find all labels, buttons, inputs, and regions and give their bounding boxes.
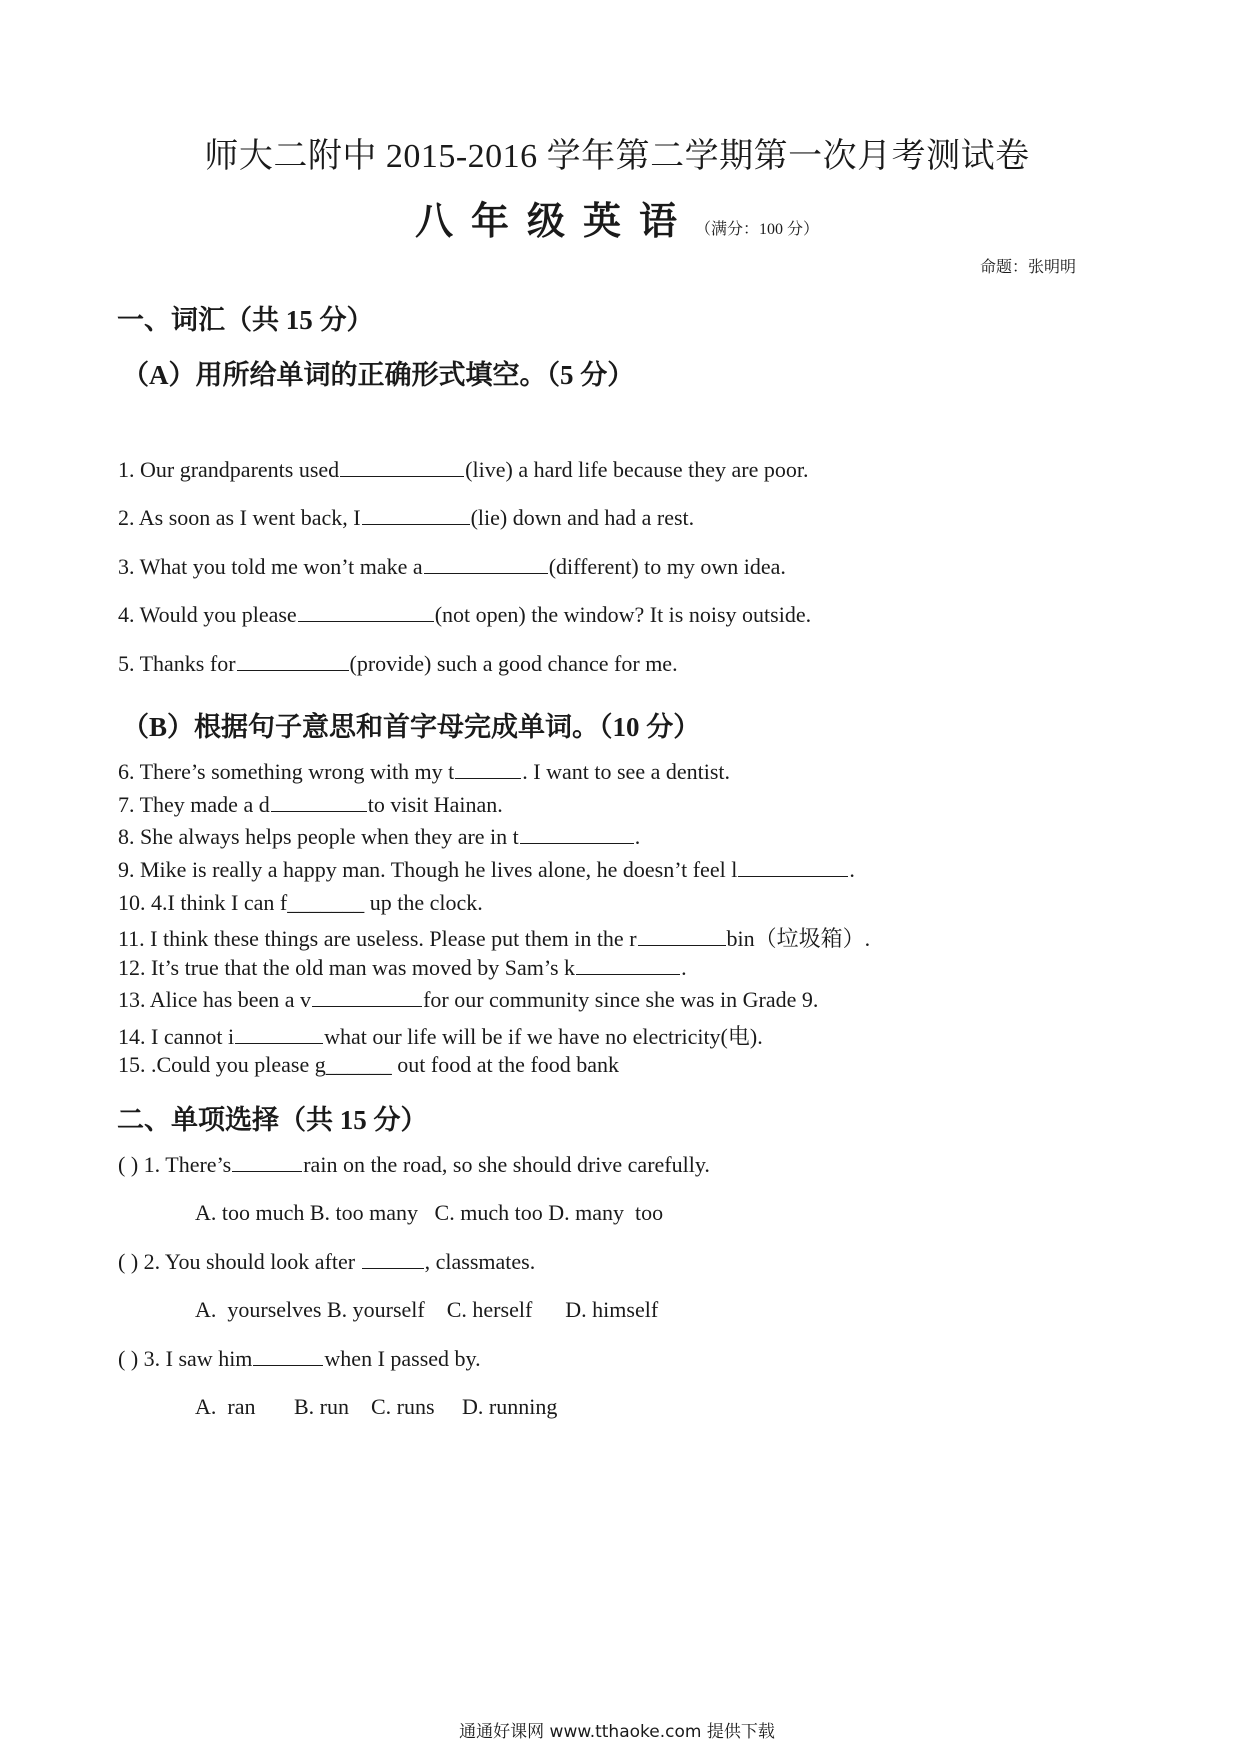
question-13: 13. Alice has been a v for our community since she was in Grade 9. bbox=[118, 987, 819, 1012]
subject-title: 八年级英语 bbox=[414, 201, 695, 243]
answer-blank bbox=[312, 988, 422, 1007]
choice-question-1: ( ) 1. There’s rain on the road, so she should drive carefully. bbox=[118, 1152, 710, 1177]
full-mark: （满分：100 分） bbox=[695, 221, 820, 238]
question-10: 10. 4.I think I can f_______ up the clock. bbox=[118, 890, 483, 915]
choice-question-2: ( ) 2. You should look after , classmates. bbox=[118, 1249, 536, 1274]
question-9: 9. Mike is really a happy man. Though he lives alone, he doesn’t feel l . bbox=[118, 857, 855, 882]
answer-blank bbox=[738, 858, 848, 877]
subject-line bbox=[0, 190, 1234, 245]
question-6: 6. There’s something wrong with my t . I want to see a dentist. bbox=[118, 759, 731, 784]
answer-blank bbox=[340, 458, 464, 477]
question-15: 15. .Could you please g______ out food at the food bank bbox=[118, 1052, 620, 1077]
partA-heading: （A）用所给单词的正确形式填空。（5 分） bbox=[122, 360, 635, 390]
choice-options-3: A. ran B. run C. runs D. running bbox=[195, 1394, 558, 1419]
answer-blank bbox=[271, 793, 367, 812]
answer-blank bbox=[362, 1250, 424, 1269]
question-12: 12. It’s true that the old man was moved by Sam’s k . bbox=[118, 955, 687, 980]
question-7: 7. They made a d to visit Hainan. bbox=[118, 792, 503, 817]
answer-blank bbox=[253, 1347, 323, 1366]
answer-blank bbox=[520, 825, 634, 844]
question-2: 2. As soon as I went back, I (lie) down and had a rest. bbox=[118, 505, 695, 530]
question-11: 11. I think these things are useless. Please put them in the r bin（垃圾箱）. bbox=[118, 926, 871, 951]
section1-heading: 一、词汇（共 15 分） bbox=[117, 305, 374, 335]
question-8: 8. She always helps people when they are in t . bbox=[118, 824, 641, 849]
answer-blank bbox=[362, 506, 470, 525]
choice-options-1: A. too much B. too many C. much too D. many too bbox=[195, 1200, 664, 1225]
partB-heading: （B）根据句子意思和首字母完成单词。（10 分） bbox=[122, 712, 701, 742]
choice-question-3: ( ) 3. I saw him when I passed by. bbox=[118, 1346, 481, 1371]
question-3: 3. What you told me won’t make a (different) to my own idea. bbox=[118, 554, 786, 579]
section2-heading: 二、单项选择（共 15 分） bbox=[117, 1105, 428, 1135]
question-4: 4. Would you please (not open) the window? It is noisy outside. bbox=[118, 602, 812, 627]
exam-title: 师大二附中 2015-2016 学年第二学期第一次月考测试卷 bbox=[204, 138, 1030, 175]
choice-options-2: A. yourselves B. yourself C. herself D. himself bbox=[195, 1297, 659, 1322]
question-14: 14. I cannot i what our life will be if we have no electricity(电). bbox=[118, 1024, 763, 1049]
answer-blank bbox=[455, 760, 521, 779]
answer-blank bbox=[638, 927, 726, 946]
answer-blank bbox=[237, 652, 349, 671]
question-5: 5. Thanks for (provide) such a good chance for me. bbox=[118, 651, 678, 676]
answer-blank bbox=[424, 555, 548, 574]
answer-blank bbox=[235, 1025, 323, 1044]
question-1: 1. Our grandparents used (live) a hard life because they are poor. bbox=[118, 457, 809, 482]
answer-blank bbox=[232, 1153, 302, 1172]
answer-blank bbox=[298, 603, 434, 622]
answer-blank bbox=[576, 956, 680, 975]
footer-source: 通通好课网 www.tthaoke.com 提供下载 bbox=[459, 1722, 775, 1742]
author: 命题：张明明 bbox=[979, 259, 1076, 276]
